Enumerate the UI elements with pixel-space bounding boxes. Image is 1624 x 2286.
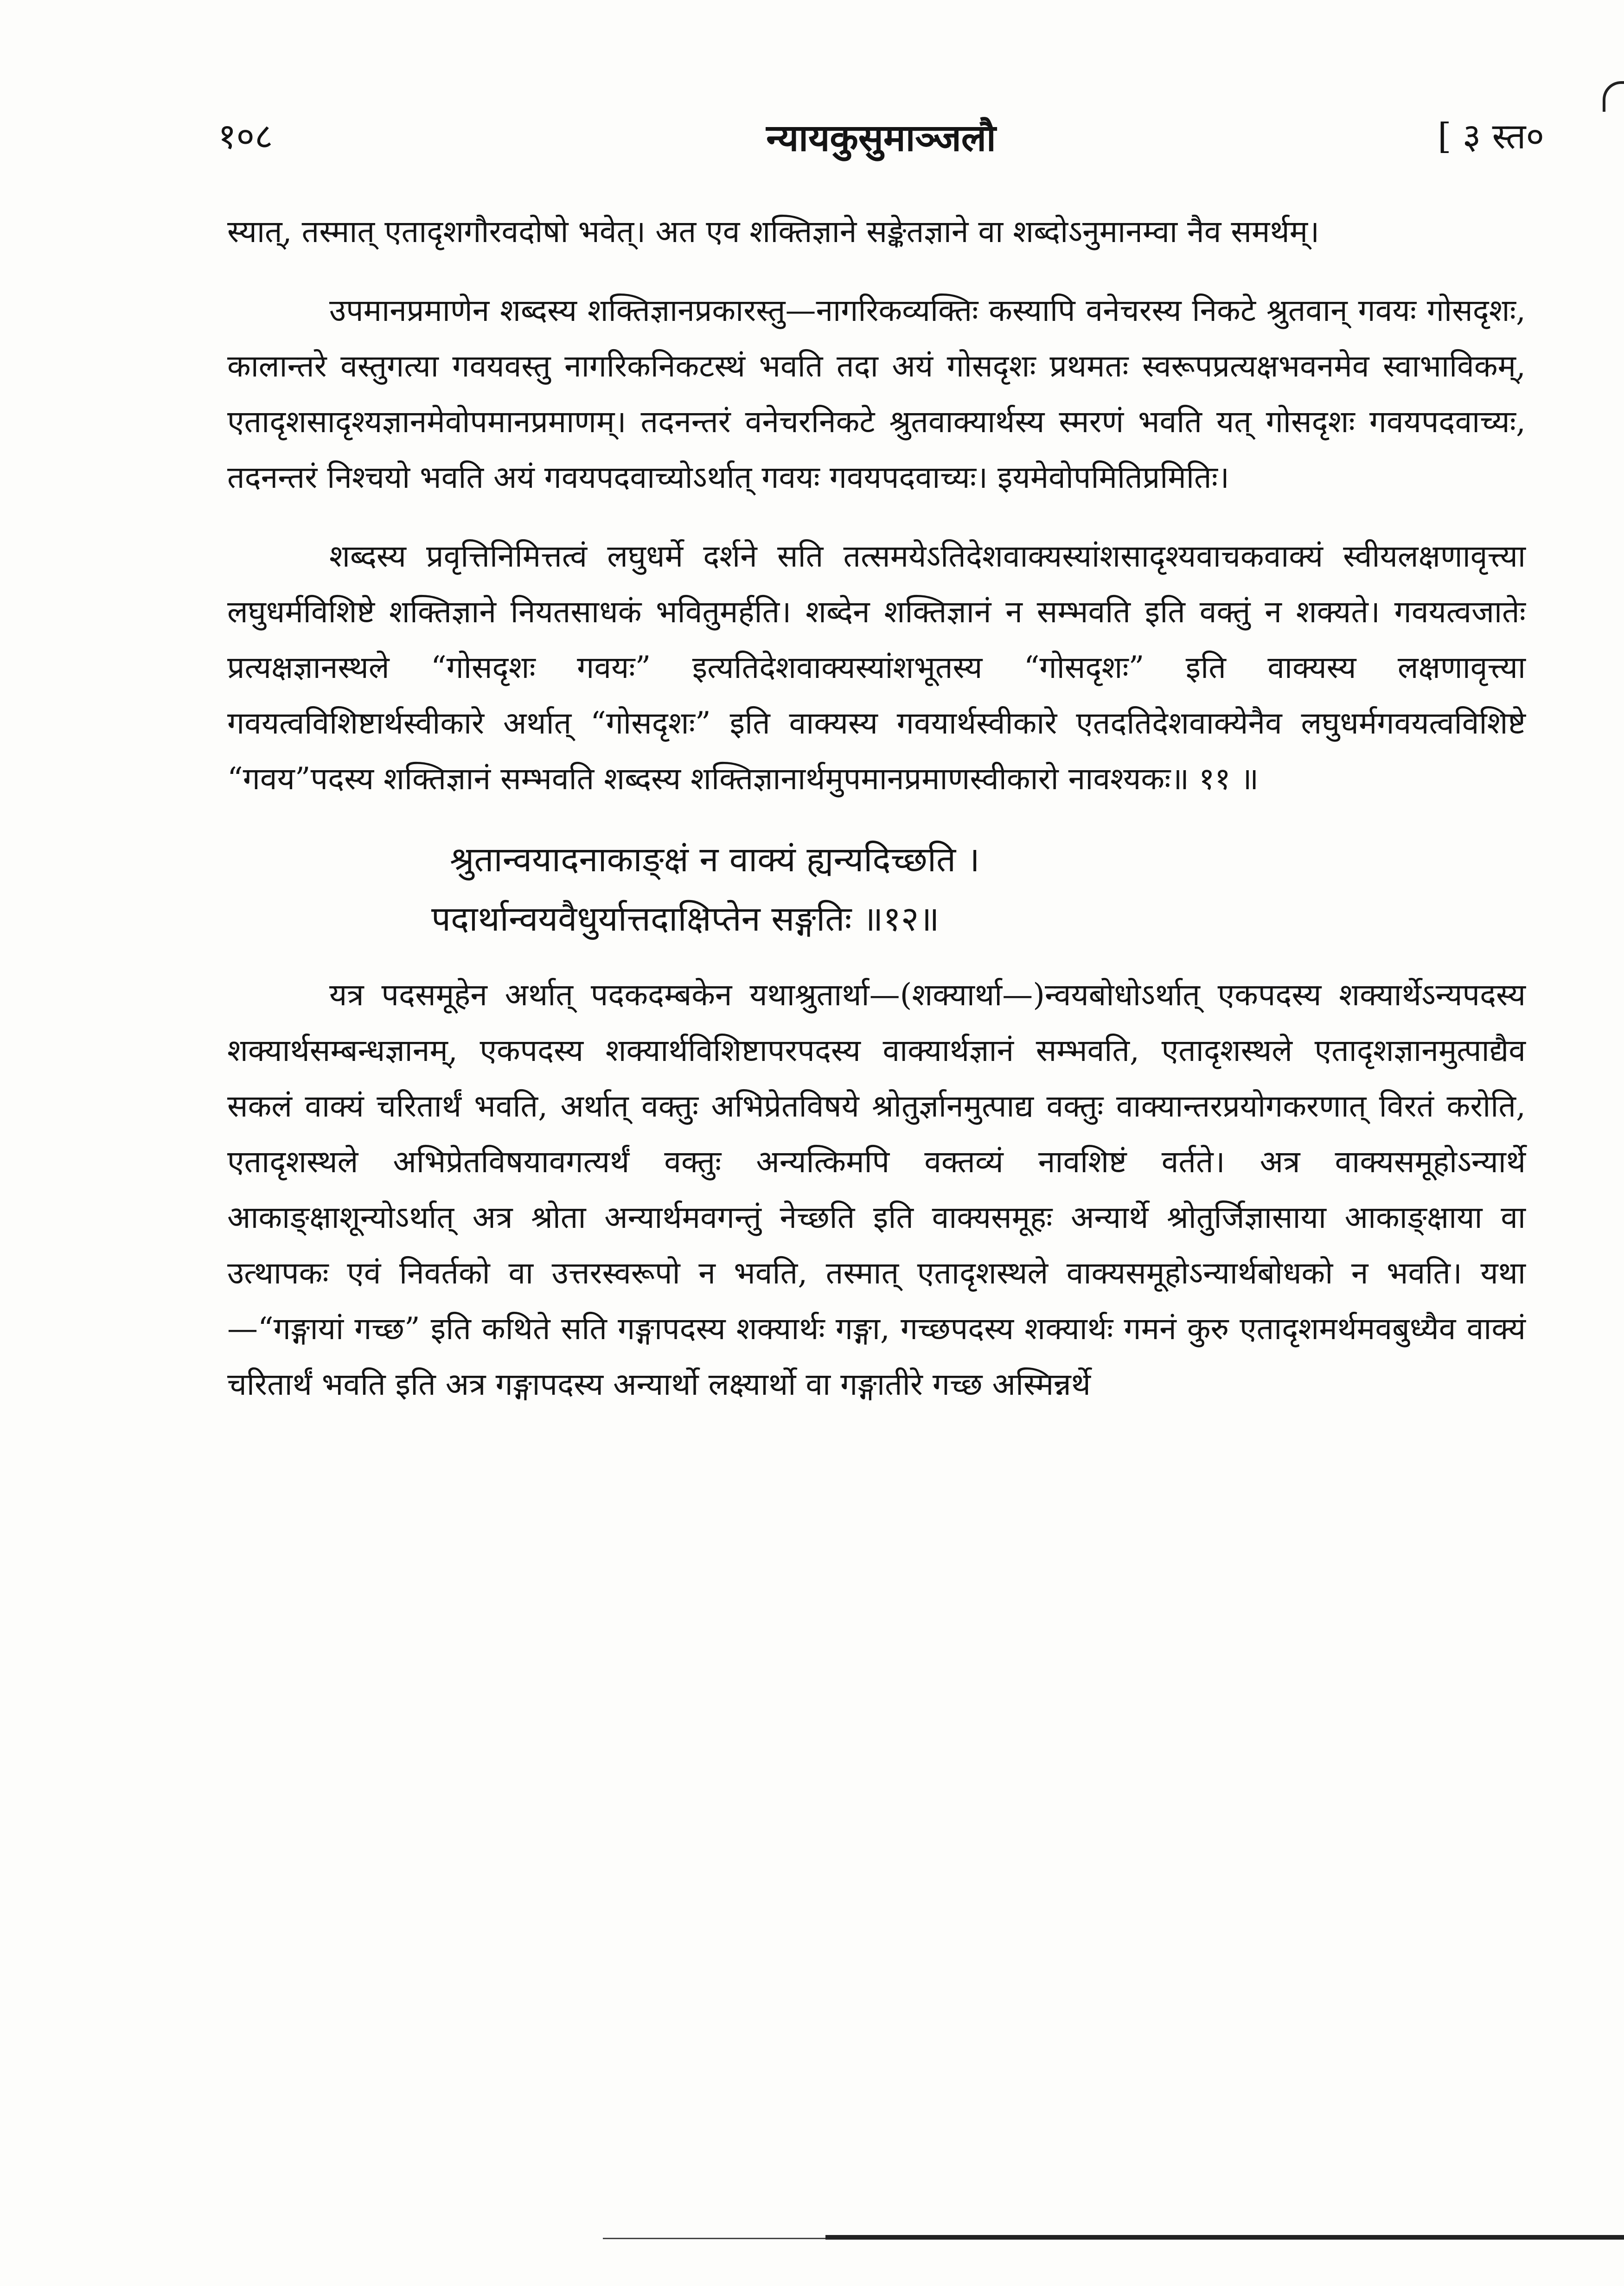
- bottom-rule: [825, 2235, 1624, 2240]
- paragraph-commentary: यत्र पदसमूहेन अर्थात् पदकदम्बकेन यथाश्रुतार्था—(शक्यार्था—)न्वयबोधोऽर्थात् एकपदस्य शक्यार्थेऽन्यपदस्य शक्यार्थसम्बन्धज्ञानम्, एकपदस्य शक्यार्थविशिष्टापरपदस्य वाक्यार्थज्ञानं सम्भवति, एतादृशस्थले एतादृशज्ञानमुत्पाद्यैव सकलं वाक्यं चरितार्थं भवति, अर्थात् वक्तुः अभिप्रेतविषये श्रोतुर्ज्ञानमुत्पाद्य वक्तुः वाक्यान्तरप्रयोगकरणात् विरतं करोति, एतादृशस्थले अभिप्रेतविषयावगत्यर्थं वक्तुः अन्यत्किमपि वक्तव्यं नावशिष्टं वर्तते। अत्र वाक्यसमूहोऽन्यार्थे आकाङ्क्षाशून्योऽर्थात् अत्र श्रोता अन्यार्थमवगन्तुं नेच्छति इति वाक्यसमूहः अन्यार्थे श्रोतुर्जिज्ञासाया आकाङ्क्षाया वा उत्थापकः एवं निवर्तको वा उत्तरस्वरूपो न भवति, तस्मात् एतादृशस्थले वाक्यसमूहोऽन्यार्थबोधको न भवति। यथा—“गङ्गायां गच्छ” इति कथिते सति गङ्गापदस्य शक्यार्थः गङ्गा, गच्छपदस्य शक्यार्थः गमनं कुरु एतादृशमर्थमवबुध्यैव वाक्यं चरितार्थं भवति इति अत्र गङ्गापदस्य अन्यार्थो लक्ष्यार्थो वा गङ्गातीरे गच्छ अस्मिन्नर्थे: [227, 977, 1526, 1402]
- paragraph-shabda: शब्दस्य प्रवृत्तिनिमित्तत्वं लघुधर्मे दर्शने सति तत्समयेऽतिदेशवाक्यस्यांशसादृश्यवाचकवाक्यं स्वीयलक्षणावृत्त्या लघुधर्मविशिष्टे शक्तिज्ञाने नियतसाधकं भवितुमर्हति। शब्देन शक्तिज्ञानं न सम्भवति इति वक्तुं न शक्यते। गवयत्वजातेः प्रत्यक्षज्ञानस्थले “गोसदृशः गवयः” इत्यतिदेशवाक्यस्यांशभूतस्य “गोसदृशः” इति वाक्यस्य लक्षणावृत्त्या गवयत्वविशिष्टार्थस्वीकारे अर्थात् “गोसदृशः” इति वाक्यस्य गवयार्थस्वीकारे एतदतिदेशवाक्येनैव लघुधर्मगवयत्वविशिष्टे “गवय”पदस्य शक्तिज्ञानं सम्भवति शब्दस्य शक्तिज्ञानार्थमुपमानप्रमाणस्वीकारो नावश्यकः॥ ११ ॥: [227, 538, 1526, 797]
- page-number: १०८: [218, 115, 273, 157]
- running-title: न्यायकुसुमाञ्जलौ: [766, 116, 996, 160]
- page-header: [218, 111, 1544, 172]
- verse-karika-12: [227, 830, 1526, 949]
- verse-line-2: पदार्थान्वयवैधुर्यात्तदाक्षिप्तेन सङ्गतिः ॥१२॥: [431, 899, 940, 939]
- verse-line-1: श्रुतान्वयादनाकाङ्क्षं न वाक्यं ह्यन्यदिच्छति ।: [450, 840, 980, 880]
- page-edge-curl: [1603, 81, 1624, 112]
- body-text: [227, 204, 1526, 1436]
- section-mark: [ ३ स्त०: [1438, 115, 1544, 157]
- bottom-rule-thin: [603, 2238, 825, 2239]
- paragraph-upamana: उपमानप्रमाणेन शब्दस्य शक्तिज्ञानप्रकारस्तु—नागरिकव्यक्तिः कस्यापि वनेचरस्य निकटे श्रुतवान् गवयः गोसदृशः, कालान्तरे वस्तुगत्या गवयवस्तु नागरिकनिकटस्थं भवति तदा अयं गोसदृशः प्रथमतः स्वरूपप्रत्यक्षभवनमेव स्वाभाविकम्, एतादृशसादृश्यज्ञानमेवोपमानप्रमाणम्। तदनन्तरं वनेचरनिकटे श्रुतवाक्यार्थस्य स्मरणं भवति यत् गोसदृशः गवयपदवाच्यः, तदनन्तरं निश्चयो भवति अयं गवयपदवाच्योऽर्थात् गवयः गवयपदवाच्यः। इयमेवोपमितिप्रमितिः।: [227, 293, 1526, 495]
- paragraph-continuation: स्यात्, तस्मात् एतादृशगौरवदोषो भवेत्। अत एव शक्तिज्ञाने सङ्केतज्ञाने वा शब्दोऽनुमानम्वा नैव समर्थम्।: [227, 214, 1320, 249]
